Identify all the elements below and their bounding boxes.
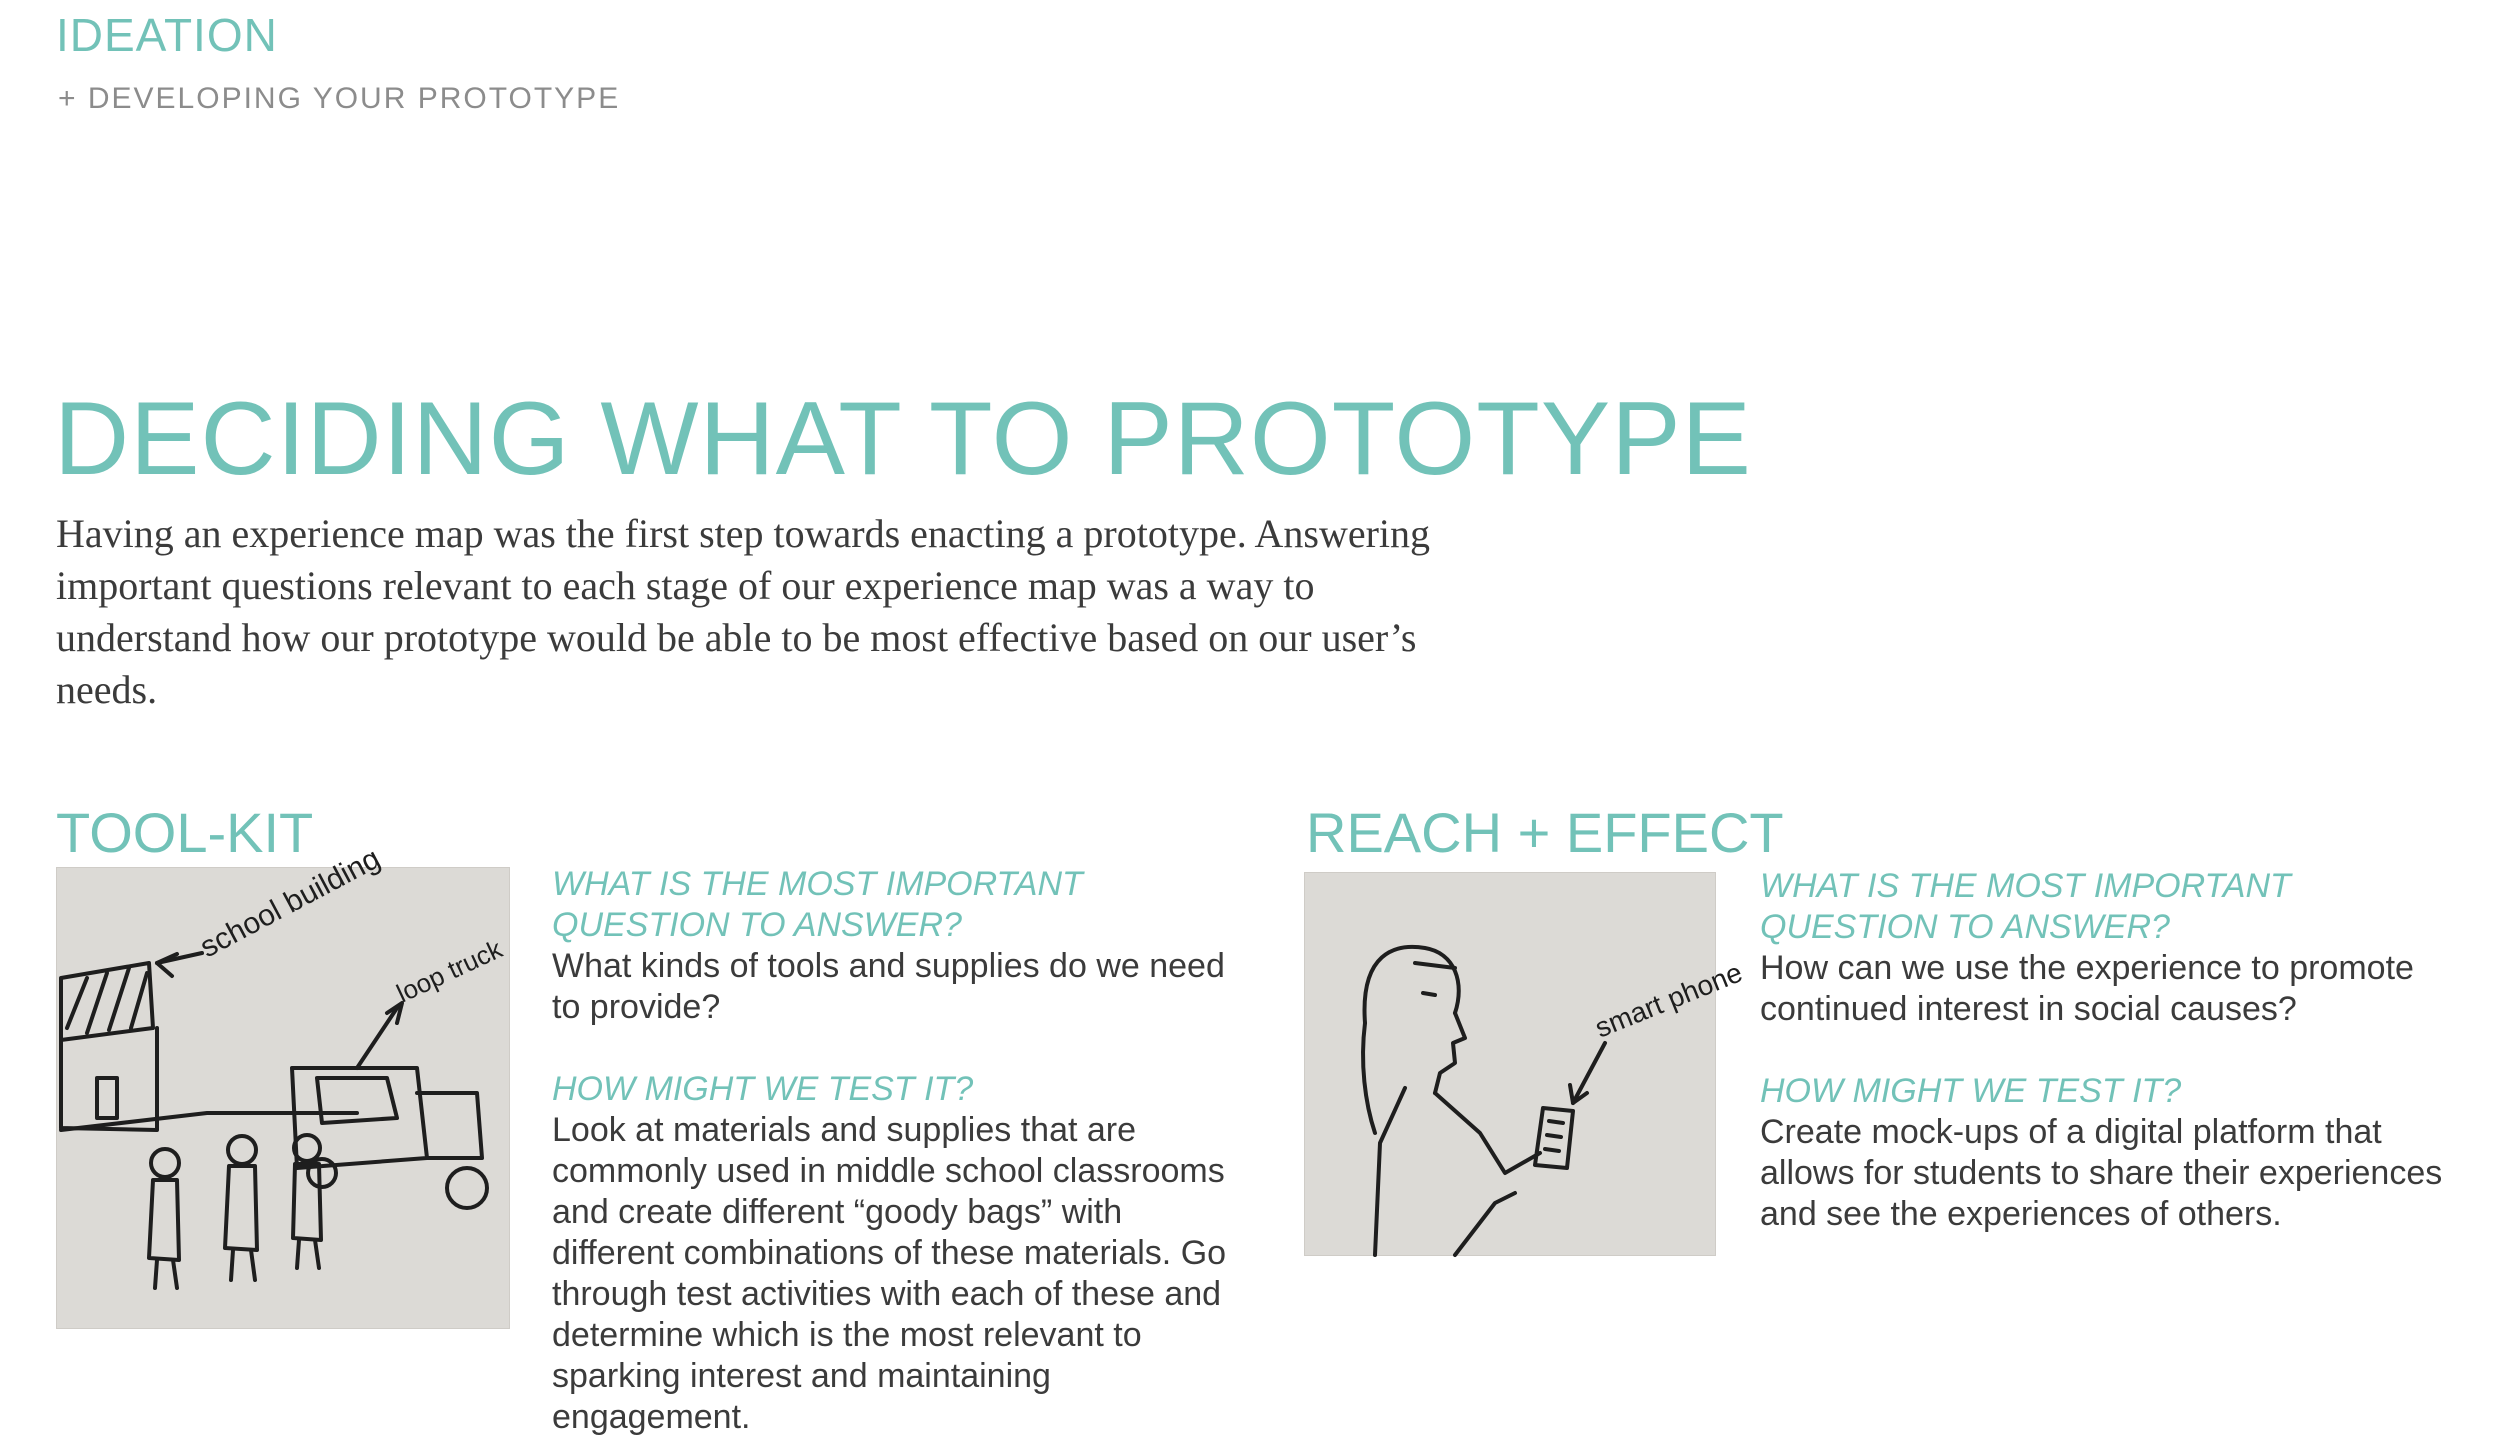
toolkit-heading: TOOL-KIT bbox=[56, 801, 314, 864]
toolkit-question-2: HOW MIGHT WE TEST IT? bbox=[552, 1070, 974, 1108]
reach-heading: REACH + EFFECT bbox=[1306, 801, 1784, 864]
section-label: IDEATION bbox=[56, 9, 278, 61]
toolkit-answer-1: What kinds of tools and supplies do we need to provide? bbox=[552, 947, 1225, 1026]
reach-answer-2: Create mock-ups of a digital platform that allows for students to share their experiences and see the experiences of others. bbox=[1760, 1113, 2443, 1233]
sketch-label-phone: smart phone bbox=[1590, 956, 1747, 1044]
page-title: DECIDING WHAT TO PROTOTYPE bbox=[54, 381, 1752, 497]
toolkit-qa bbox=[552, 864, 1252, 1438]
sketch-label-school: school building bbox=[194, 841, 386, 965]
toolkit-question-1: WHAT IS THE MOST IMPORTANT QUESTION TO ANSWER? bbox=[552, 865, 1083, 944]
reach-question-1: WHAT IS THE MOST IMPORTANT QUESTION TO ANSWER? bbox=[1760, 867, 2291, 946]
reach-question-2: HOW MIGHT WE TEST IT? bbox=[1760, 1072, 2182, 1110]
reach-sketch-image bbox=[1304, 872, 1747, 1256]
reach-answer-1: How can we use the experience to promote continued interest in social causes? bbox=[1760, 949, 2414, 1028]
intro-paragraph: Having an experience map was the first step towards enacting a prototype. Answering important questions relevant to each stage of our experience map was a way to understand how our prototype would be able to be most effective based on our user’s needs. bbox=[56, 511, 1431, 712]
reach-qa bbox=[1760, 866, 2470, 1235]
sketch-label-truck: loop truck bbox=[391, 933, 507, 1009]
toolkit-sketch-image bbox=[56, 841, 510, 1329]
toolkit-answer-2: Look at materials and supplies that are commonly used in middle school classrooms and create different “goody bags” with different combinations of these materials. Go through test activities with each of these and determine which is the most relevant to sparking interest and maintaining engagement. bbox=[552, 1111, 1227, 1436]
subsection-label: + DEVELOPING YOUR PROTOTYPE bbox=[58, 82, 621, 115]
